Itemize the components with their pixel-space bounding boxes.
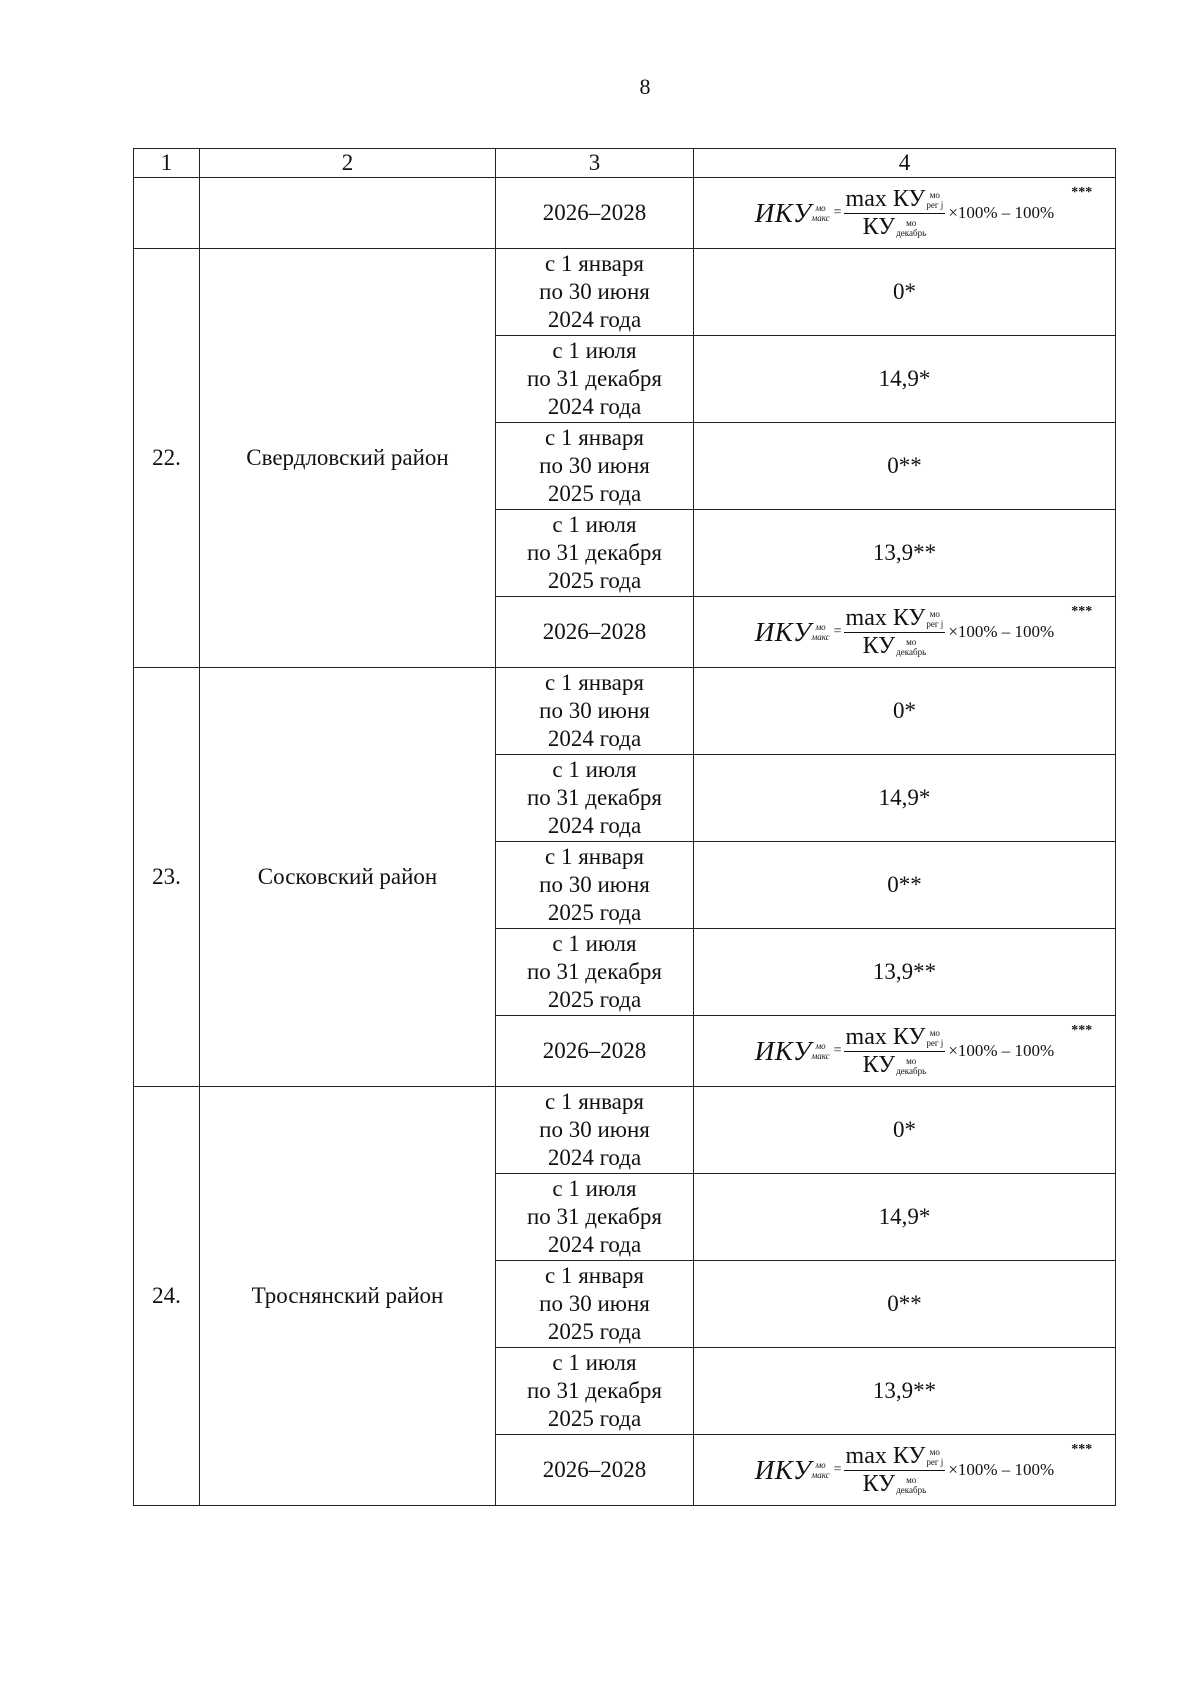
footnote-stars: ***: [1071, 184, 1093, 200]
period-line: 2024 года: [547, 726, 642, 751]
period-line: с 1 января: [545, 425, 644, 450]
formula-lhs: ИКУ: [754, 617, 812, 647]
period-line: с 1 января: [545, 1089, 644, 1114]
period-row: [134, 249, 1116, 336]
index-value-cell: 0*: [694, 249, 1116, 336]
period-line: 2025 года: [547, 1406, 642, 1431]
index-value-cell: 14,9*: [694, 1174, 1116, 1261]
formula-fraction: max КУ мо рег j КУ мо декабрь: [845, 185, 944, 240]
index-value-cell: 14,9*: [694, 336, 1116, 423]
formula-period-cell: 2026–2028: [496, 1435, 694, 1506]
column-header: 3: [496, 149, 694, 178]
formula-cell: [694, 1435, 1116, 1506]
period-cell: [496, 842, 694, 929]
period-line: по 31 декабря: [526, 785, 663, 810]
iku-formula: ИКУ мо макс = max КУ мо рег j КУ мо декабрь ×100% – 100% ***: [755, 187, 1054, 240]
district-name: Свердловский район: [200, 249, 496, 668]
period-cell: [496, 1087, 694, 1174]
period-line: по 31 декабря: [526, 959, 663, 984]
period-line: с 1 июля: [552, 512, 637, 537]
index-value-cell: 13,9**: [694, 929, 1116, 1016]
index-value-cell: 14,9*: [694, 755, 1116, 842]
formula-lhs: ИКУ: [754, 198, 812, 228]
formula-fraction: max КУ мо рег j КУ мо декабрь: [845, 1442, 944, 1497]
empty-number-cell: [134, 178, 200, 249]
period-cell: [496, 668, 694, 755]
index-value-cell: 0**: [694, 1261, 1116, 1348]
index-value-cell: 0**: [694, 842, 1116, 929]
index-value-cell: 0*: [694, 1087, 1116, 1174]
formula-period-cell: 2026–2028: [496, 1016, 694, 1087]
period-line: с 1 июля: [552, 1176, 637, 1201]
period-line: 2024 года: [547, 394, 642, 419]
period-cell: [496, 510, 694, 597]
period-line: с 1 января: [545, 844, 644, 869]
period-cell: [496, 423, 694, 510]
period-row: [134, 668, 1116, 755]
period-cell: [496, 249, 694, 336]
formula-lhs: ИКУ: [754, 1455, 812, 1485]
formula-fraction: max КУ мо рег j КУ мо декабрь: [845, 1023, 944, 1078]
formula-cell: [694, 178, 1116, 249]
period-line: по 30 июня: [539, 1117, 650, 1142]
formula-cell: [694, 597, 1116, 668]
column-header: 2: [200, 149, 496, 178]
iku-formula: ИКУ мо макс = max КУ мо рег j КУ мо декабрь ×100% – 100% ***: [755, 606, 1054, 659]
formula-lhs: ИКУ: [754, 1036, 812, 1066]
period-line: по 31 декабря: [526, 540, 663, 565]
column-header: 4: [694, 149, 1116, 178]
districts-table: [133, 148, 1116, 1506]
index-value-cell: 0**: [694, 423, 1116, 510]
formula-period-cell: 2026–2028: [496, 178, 694, 249]
footnote-stars: ***: [1071, 1441, 1093, 1457]
index-value-cell: 0*: [694, 668, 1116, 755]
period-line: 2025 года: [547, 987, 642, 1012]
index-value-cell: 13,9**: [694, 510, 1116, 597]
period-line: с 1 января: [545, 1263, 644, 1288]
period-line: по 30 июня: [539, 453, 650, 478]
continued-formula-row: [134, 178, 1116, 249]
period-line: с 1 июля: [552, 757, 637, 782]
period-line: 2025 года: [547, 900, 642, 925]
period-line: по 30 июня: [539, 872, 650, 897]
empty-name-cell: [200, 178, 496, 249]
page-number: 8: [639, 74, 651, 99]
formula-fraction: max КУ мо рег j КУ мо декабрь: [845, 604, 944, 659]
period-line: с 1 января: [545, 670, 644, 695]
column-number-row: [134, 149, 1116, 178]
period-cell: [496, 1174, 694, 1261]
iku-formula: ИКУ мо макс = max КУ мо рег j КУ мо декабрь ×100% – 100% ***: [755, 1025, 1054, 1078]
period-line: 2024 года: [547, 1145, 642, 1170]
district-number: 23.: [134, 668, 200, 1087]
period-line: с 1 июля: [552, 931, 637, 956]
period-line: 2025 года: [547, 481, 642, 506]
formula-period-cell: 2026–2028: [496, 597, 694, 668]
period-line: по 31 декабря: [526, 1378, 663, 1403]
district-name: Троснянский район: [200, 1087, 496, 1506]
period-line: 2024 года: [547, 307, 642, 332]
index-value-cell: 13,9**: [694, 1348, 1116, 1435]
period-cell: [496, 1348, 694, 1435]
period-cell: [496, 755, 694, 842]
period-line: по 31 декабря: [526, 366, 663, 391]
period-line: 2024 года: [547, 813, 642, 838]
footnote-stars: ***: [1071, 1022, 1093, 1038]
period-cell: [496, 929, 694, 1016]
iku-formula: ИКУ мо макс = max КУ мо рег j КУ мо декабрь ×100% – 100% ***: [755, 1444, 1054, 1497]
period-row: [134, 1087, 1116, 1174]
district-number: 24.: [134, 1087, 200, 1506]
period-line: с 1 января: [545, 251, 644, 276]
period-cell: [496, 1261, 694, 1348]
period-line: по 31 декабря: [526, 1204, 663, 1229]
footnote-stars: ***: [1071, 603, 1093, 619]
district-name: Сосковский район: [200, 668, 496, 1087]
period-line: с 1 июля: [552, 338, 637, 363]
period-line: по 30 июня: [539, 1291, 650, 1316]
period-line: по 30 июня: [539, 279, 650, 304]
period-line: 2025 года: [547, 568, 642, 593]
district-number: 22.: [134, 249, 200, 668]
period-line: по 30 июня: [539, 698, 650, 723]
period-line: 2024 года: [547, 1232, 642, 1257]
period-line: с 1 июля: [552, 1350, 637, 1375]
formula-cell: [694, 1016, 1116, 1087]
column-header: 1: [134, 149, 200, 178]
period-cell: [496, 336, 694, 423]
period-line: 2025 года: [547, 1319, 642, 1344]
